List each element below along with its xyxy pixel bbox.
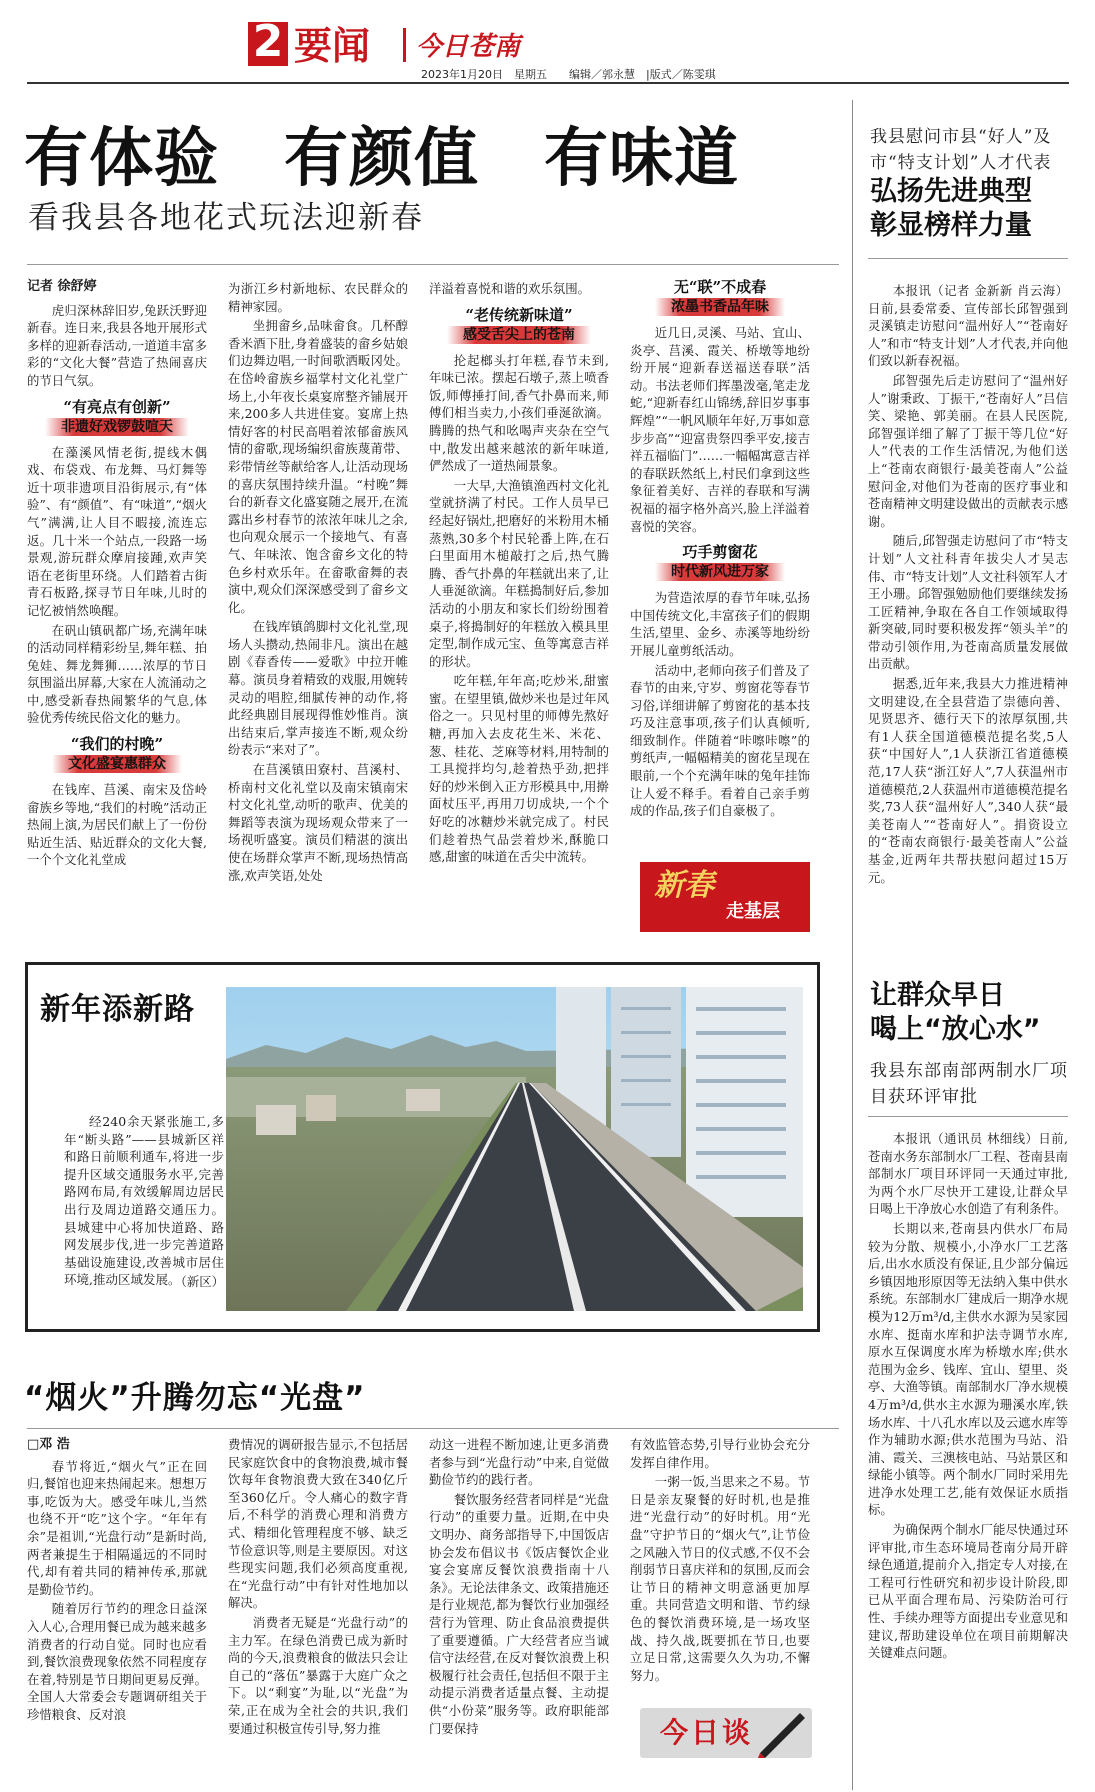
opinion-para: 消费者无疑是“光盘行动”的主力军。在绿色消费已成为新时尚的今天,浪费粮食的做法只会让自己的“落伍”暴露于大庭广众之下。以“剩宴”为耻,以“光盘”为荣,正在成为全社会的共识,我们要通过积极宣传引导,努力推 bbox=[228, 1614, 408, 1736]
masthead-divider bbox=[403, 28, 406, 62]
lead-para: 吃年糕,年年高;吃炒米,甜蜜蜜。在望里镇,做炒米也是过年风俗之一。只见村里的师傅先熬好糖,再加入去皮花生米、米花、葱、桂花、芝麻等材料,用特制的工具搅拌均匀,趁着热乎劲,把拌好的炒米倒入正方形模具中,用擀面杖压平,再用刀切成块,一个个好吃的冰糖炒米就完成了。村民们趁着热气品尝着炒米,酥脆口感,甜蜜的味道在舌尖中流转。 bbox=[429, 673, 609, 865]
opinion-para: 动这一进程不断加速,让更多消费者参与到“光盘行动”中来,自觉做勤俭节约的践行者。 bbox=[429, 1437, 609, 1488]
opinion-column-3 bbox=[429, 1436, 609, 1786]
lead-para: 在钱库镇鸽脚村文化礼堂,现场人头攒动,热闹非凡。演出在越剧《春香传——爱歌》中拉开帷幕。演员身着精致的戏服,用婉转灵动的唱腔,细腻传神的动作,将此经典剧目展现得惟妙惟肖。演出结束后,掌声接连不断,观众纷纷表示“来对了”。 bbox=[228, 619, 408, 758]
side1-para: 邱智强先后走访慰问了“温州好人”谢秉政、丁振干,“苍南好人”吕信笑、梁艳、郭美丽。在县人民医院,邱智强详细了解了丁振干等几位“好人”代表的工作生活情况,为他们送上“苍南农商银行·最美苍南人”公益慰问金,对他们为苍南的医疗事业和苍南精神文明建设做出的贡献表示感谢。 bbox=[868, 372, 1068, 529]
opinion-para: 随着厉行节约的理念日益深入人心,合理用餐已成为越来越多消费者的行动自觉。同时也应看到,餐饮浪费现象依然不同程度存在着,特别是节日期间更易反弹。全国人大常委会专题调研组关于珍惜粮食、反对浪 bbox=[27, 1601, 207, 1722]
lead-para: 近几日,灵溪、马站、宜山、炎亭、莒溪、霞关、桥墩等地纷纷开展“迎新春送福送春联”活动。书法老师们挥墨泼毫,笔走龙蛇,“迎新春红山锦绣,辞旧岁事事辉煌”“一帆风顺年年好,万事如意步步高”“迎富贵祭四季平安,接吉祥五福临门”……一幅幅寓意吉祥的春联跃然纸上,村民们拿到这些象征着美好、吉祥的春联和写满祝福的福字格外高兴,脸上洋溢着喜悦的笑容。 bbox=[630, 325, 810, 534]
side1-para: 本报讯（记者 金新新 肖云海）日前,县委常委、宣传部长邱智强到灵溪镇走访慰问“温州好人”“苍南好人”和市“特支计划”人才代表,并向他们致以新春祝福。 bbox=[868, 283, 1068, 369]
lead-para: 一大早,大渔镇渔西村文化礼堂就挤满了村民。工作人员早已经起好锅灶,把磨好的米粉用木桶蒸熟,30多个村民轮番上阵,在石臼里面用木槌敲打之后,热气腾腾、香气扑鼻的年糕就出来了,让人垂涎欲滴。年糕搗制好后,参加活动的小朋友和家长们纷纷围着桌子,将搗制好的年糕放入模具里定型,制作成元宝、鱼等寓意吉祥的形状。 bbox=[429, 477, 609, 669]
side2-body bbox=[868, 1130, 1068, 1770]
lead-column-4 bbox=[630, 278, 810, 858]
right-column-divider bbox=[852, 100, 853, 1790]
photo-feature-title: 新年添新路 bbox=[40, 992, 195, 1027]
today-talk-badge bbox=[640, 1708, 812, 1758]
side1-kicker: 我县慰问市县“好人”及市“特支计划”人才代表 bbox=[870, 127, 1052, 173]
subhead-line1: 无“联”不成春 bbox=[673, 278, 767, 296]
subhead-line2: 感受舌尖上的苍南 bbox=[447, 326, 591, 344]
caption-credit: （新区） bbox=[174, 1273, 224, 1289]
subhead-line2: 浓墨书香品年味 bbox=[655, 298, 785, 316]
lead-para: 在莒溪镇田寮村、莒溪村、桥南村文化礼堂以及南宋镇南宋村文化礼堂,动听的歌声、优美的舞蹈等表演为现场观众带来了一场视听盛宴。演员们精湛的演出使在场群众掌声不断,现场热情高涨,欢声笑语,处处 bbox=[228, 762, 408, 883]
lead-byline: 记者 徐舒婷 bbox=[27, 279, 97, 294]
section-name: 要闻 bbox=[294, 24, 371, 68]
side1-rule bbox=[868, 258, 1068, 259]
side2-para: 本报讯（通讯员 林细线）日前,苍南水务东部制水厂工程、苍南县南部制水厂项目环评同一天通过审批,为两个水厂尽快开工建设,让群众早日喝上干净放心水创造了有利条件。 bbox=[868, 1131, 1068, 1217]
masthead-rule bbox=[27, 82, 1069, 84]
subhead-line2: 非遗好戏锣鼓喧天 bbox=[45, 418, 189, 436]
subhead-line1: “老传统新味道” bbox=[465, 305, 573, 324]
opinion-column-2 bbox=[228, 1436, 408, 1786]
opinion-para: 费情况的调研报告显示,不包括居民家庭饮食中的食物浪费,城市餐饮每年食物浪费大致在340亿斤至360亿斤。令人痛心的数字背后,不科学的消费心理和消费方式、精细化管理程度不够、缺乏节俭意识等,则是主要原因。对这些现实问题,我们必须高度重视,在“光盘行动”中有针对性地加以解决。 bbox=[228, 1437, 408, 1611]
lead-para: 在藻溪风情老街,提线木偶戏、布袋戏、布龙舞、马灯舞等近十项非遗项目沿街展示,有“体验”、有“颜值”、有“味道”,“烟火气”满满,让人目不暇接,流连忘返。几十米一个站点,一段路一场景观,游玩群众摩肩接踵,欢声笑语在老街里环绕。人们踏着古街青石板路,探寻节日年味,儿时的记忆被悄然唤醒。 bbox=[27, 444, 207, 618]
lead-para: 在钱库、莒溪、南宋及岱岭畲族乡等地,“我们的村晚”活动正热闹上演,为居民们献上了一份份贴近生活、贴近群众的文化大餐,一个个文化礼堂成 bbox=[27, 782, 207, 868]
side1-body bbox=[868, 282, 1068, 932]
subhead-line1: “有亮点有创新” bbox=[63, 397, 171, 416]
side2-rule bbox=[868, 1116, 1068, 1117]
side2-kicker: 我县东部南部两制水厂项目获环评审批 bbox=[870, 1061, 1068, 1107]
road-photo bbox=[226, 987, 803, 1311]
lead-para: 抡起榔头打年糕,春节未到,年味已浓。摆起石墩子,蒸上喷香饭,师傅捶打间,香气扑鼻而来,师傅们相当卖力,小孩们垂涎欲滴。腾腾的热气和吆喝声夹杂在空气中,散发出越来越浓的新年味道,俨然成了一道热闹景象。 bbox=[429, 352, 609, 474]
caption-text: 经240余天紧张施工,多年“断头路”——县城新区祥和路日前顺利通车,将进一步提升区域交通服务水平,完善路网布局,有效缓解周边居民出行及周边道路交通压力。县城建中心将加快道路、路网发展步伐,进一步完善道路基础设施建设,改善城市居住环境,推动区域发展。 bbox=[64, 1114, 224, 1288]
opinion-para: 春节将近,“烟火气”正在回归,餐馆也迎来热闹起来。想想万事,吃饭为大。感受年味儿,当然也绕不开“吃”这个字。“年年有余”是祖训,“光盘行动”是新时尚,两者兼提生于相隔遥远的不同时代,却有着共同的精神传承,那就是勤俭节约。 bbox=[27, 1458, 207, 1597]
date-editor-line: 2023年1月20日 星期五 编辑／郭永慧 |版式／陈雯琪 bbox=[421, 68, 716, 81]
lead-para: 在矾山镇矾都广场,充满年味的活动同样精彩纷呈,舞年糕、拍兔娃、舞龙舞狮……浓厚的节日氛围溢出屏幕,大家在人流涌动之中,感受新春热闹繁华的气息,体验优秀传统民俗文化的魅力。 bbox=[27, 622, 207, 726]
side1-para: 据悉,近年来,我县大力推进精神文明建设,在全县营造了崇德向善、见贤思齐、德行天下的浓厚氛围,共有1人获全国道德模范提名奖,5人获“中国好人”,1人获浙江省道德模范,17人获“浙江好人”,7人获温州市道德模范,2人获温州市道德模范提名奖,73人获“温州好人”,340人获“最美苍南人”“苍南好人”。捐资设立的“苍南农商银行·最美苍南人”公益基金,近两年共帮扶慰问超过15万元。 bbox=[868, 676, 1068, 885]
road-photo-illustration bbox=[226, 987, 803, 1311]
subhead-tradition bbox=[429, 306, 609, 344]
lead-para: 洋溢着喜悦和谐的欢乐氛围。 bbox=[429, 281, 591, 296]
subhead-innovation bbox=[27, 398, 207, 436]
subhead-couplets bbox=[630, 278, 810, 316]
opinion-column-1 bbox=[27, 1436, 207, 1786]
brand-name: 今日苍南 bbox=[416, 32, 521, 62]
lead-para: 为营造浓厚的春节年味,弘扬中国传统文化,丰富孩子们的假期生活,望里、金乡、赤溪等地纷纷开展儿童剪纸活动。 bbox=[630, 590, 810, 658]
side2-para: 为确保两个制水厂能尽快通过环评审批,市生态环境局苍南分局开辟绿色通道,提前介入,指定专人对接,在工程可行性研究和初步设计阶段,即已从平面合理布局、污染防治可行性、手续办理等方面提出专业意见和建议,帮助建设单位在项目前期解决关键难点问题。 bbox=[868, 1522, 1068, 1661]
pen-icon bbox=[750, 1708, 810, 1758]
photo-feature-box bbox=[25, 962, 820, 1332]
today-talk-label: 今日谈 bbox=[660, 1716, 754, 1749]
side2-para: 长期以来,苍南县内供水厂布局较为分散、规模小,小净水厂工艺落后,出水水质没有保证,且少部分偏远乡镇因地形原因等无法纳入集中供水系统。东部制水厂建成后一期净水规模为12万m³/d,主供水水源为吴家园水库、挺南水库和护法寺调节水库,原水互保调度水库为桥墩水库;供水范围为金乡、钱库、宜山、望里、炎亭、大渔等镇。南部制水厂净水规模4万m³/d,供水主水源为珊溪水库,铁场水库、十八孔水库以及云遮水库等作为辅助水源;供水范围为马站、沿浦、霞关、三澳核电站、马站景区和绿能小镇等。两个制水厂同时采用先进净水处理工艺,能有效保证水质指标。 bbox=[868, 1220, 1068, 1518]
lead-rule bbox=[27, 264, 839, 265]
side2-title-line2: 喝上“放心水” bbox=[870, 1014, 1041, 1045]
opinion-para: 一粥一饭,当思来之不易。节日是亲友聚餐的好时机,也是推进“光盘行动”的好时机。用“光盘”守护节日的“烟火气”,让节俭之风融入节日的仪式感,不仅不会削弱节日喜庆祥和的氛围,反而会让节日的精神文明意涵更加厚重。共同营造文明和谐、节约绿色的餐饮消费环境,是一场攻坚战、持久战,既要抓在节日,也要立足日常,这需要久久为功,不懈努力。 bbox=[630, 1474, 810, 1683]
side1-title-line2: 彰显榜样力量 bbox=[870, 210, 1032, 241]
badge-line1: 新春 bbox=[654, 868, 714, 903]
subhead-line1: 巧手剪窗花 bbox=[682, 543, 758, 562]
lead-para: 坐拥畲乡,品味畲食。几杯醇香米酒下肚,身着盛装的畲乡姑娘们边舞边唱,一时间歌洒畈冈处。在岱岭畲族乡福掌村文化礼堂广场上,小年夜长桌宴席整齐铺展开来,200多人共进佳宴。宴席上热情好客的村民高唱着浓郁畲族风情的畲歌,现场编织畲族蔑莆带、彩带情丝等献给客人,让活动现场的喜庆氛围持续升温。“村晚”舞台的新春文化盛宴随之展开,在流露出乡村春节的浓浓年味儿之余,也向观众展示一个接地气、有喜气、年味浓、饱含畲乡文化的特色乡村欢乐年。在畲歌畲舞的表演中,观众们深深感受到了畲乡文化。 bbox=[228, 318, 408, 615]
opinion-para: 餐饮服务经营者同样是“光盘行动”的重要力量。近期,在中央文明办、商务部指导下,中国饭店协会发布倡议书《饭店餐饮企业宴会宴席反餐饮浪费指南十八条》。无论法律条文、政策措施还是行业规范,都为餐饮行业加强经营行为管理、防止食品浪费提供了重要遵循。广大经营者应当诚信守法经营,在反对餐饮浪费上积极履行社会责任,包括但不限于主动提示消费者适量点餐、主动提供“小份菜”服务等。政府职能部门要保持 bbox=[429, 1491, 609, 1736]
lead-column-1 bbox=[27, 278, 207, 938]
lead-para: 虎归深林辞旧岁,兔跃沃野迎新春。连日来,我县各地开展形式多样的迎新春活动,一道道丰富多彩的“文化大餐”营造了热闹喜庆的节日气氛。 bbox=[27, 302, 207, 388]
badge-line2: 走基层 bbox=[726, 901, 780, 922]
lead-column-2 bbox=[228, 280, 408, 940]
side1-title-line1: 弘扬先进典型 bbox=[870, 176, 1032, 207]
side1-para: 随后,邱智强走访慰问了市“特支计划”人文社科青年拔尖人才吴志伟、市“特支计划”人文社科领军人才王小珊。邱智强勉励他们要继续发扬工匠精神,争取在各自工作领域取得新突破,同时要积极发挥“领头羊”的带动引领作用,为苍南高质量发展做出贡献。 bbox=[868, 533, 1068, 672]
new-spring-badge bbox=[640, 862, 810, 932]
subhead-line2: 时代新风进万家 bbox=[655, 563, 785, 581]
lead-para: 活动中,老师向孩子们普及了春节的由来,守岁、剪窗花等春节习俗,详细讲解了剪窗花的基本技巧及注意事项,孩子们认真倾听,细致制作。伴随着“咔嚓咔嚓”的剪纸声,一幅幅精美的窗花呈现在眼前,一个个充满年味的兔年挂饰让人爱不释手。看着自己亲手剪成的作品,孩子们自豪极了。 bbox=[630, 662, 810, 819]
subhead-line2: 文化盛宴惠群众 bbox=[52, 755, 182, 773]
subhead-village-gala bbox=[27, 735, 207, 773]
subhead-line1: “我们的村晚” bbox=[70, 735, 164, 754]
lead-para: 为浙江乡村新地标、农民群众的精神家园。 bbox=[228, 281, 408, 314]
lead-headline: 有体验 有颜值 有味道 bbox=[24, 122, 739, 196]
photo-caption bbox=[64, 1113, 224, 1293]
lead-subtitle: 看我县各地花式玩法迎新春 bbox=[28, 200, 424, 236]
lead-column-3 bbox=[429, 280, 609, 940]
opinion-column-4 bbox=[630, 1436, 810, 1706]
side2-title-line1: 让群众早日 bbox=[870, 980, 1005, 1011]
opinion-para: 有效监管态势,引导行业协会充分发挥自律作用。 bbox=[630, 1437, 810, 1470]
subhead-papercut bbox=[630, 543, 810, 581]
opinion-headline: “烟火”升腾勿忘“光盘” bbox=[24, 1380, 366, 1416]
opinion-byline: □邓 浩 bbox=[27, 1437, 70, 1452]
opinion-rule bbox=[27, 1428, 839, 1429]
page-number: 2 bbox=[252, 16, 284, 67]
